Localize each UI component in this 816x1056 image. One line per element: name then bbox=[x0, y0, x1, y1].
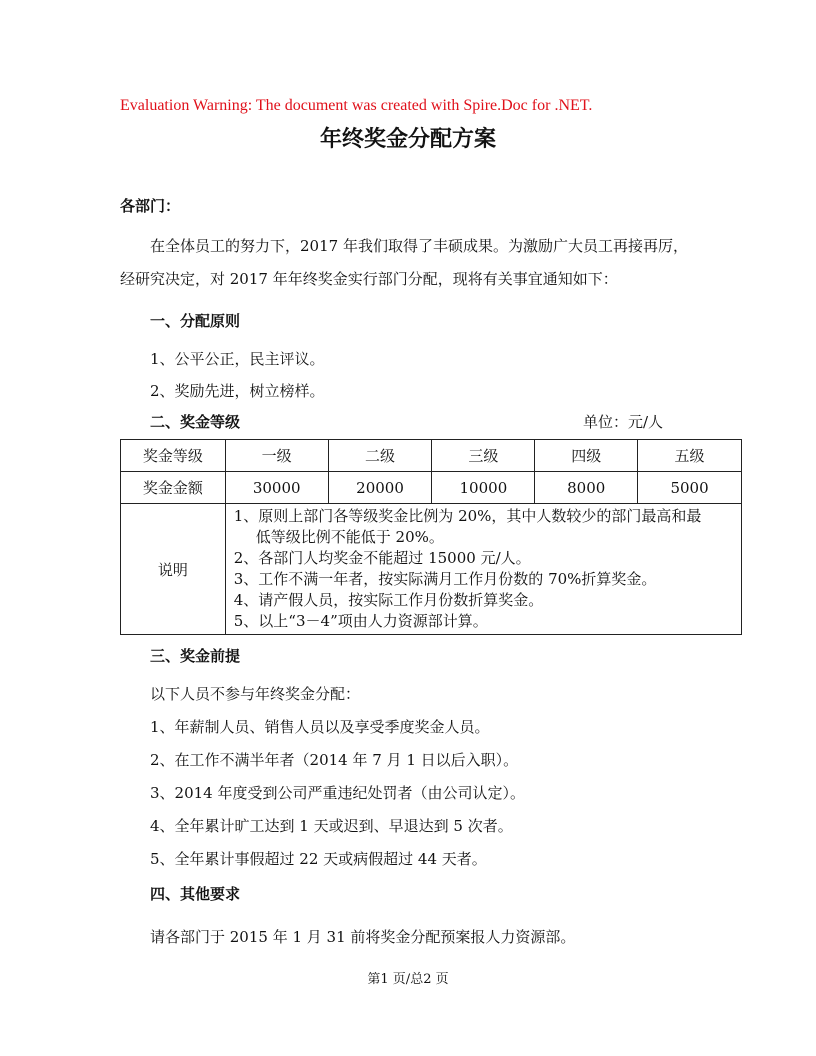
table-cell: 奖金金额 bbox=[121, 472, 226, 504]
section1-item: 2、奖励先进，树立榜样。 bbox=[150, 382, 325, 400]
notes-label: 说明 bbox=[121, 504, 226, 635]
intro-line-2: 经研究决定，对 2017 年年终奖金实行部门分配，现将有关事宜通知如下： bbox=[120, 270, 618, 288]
table-cell: 五级 bbox=[638, 440, 742, 472]
section1-heading: 一、分配原则 bbox=[150, 312, 241, 330]
table-cell: 四级 bbox=[535, 440, 638, 472]
note-line: 2、各部门人均奖金不能超过 15000 元/人。 bbox=[233, 549, 531, 567]
note-line: 3、工作不满一年者，按实际满月工作月份数的 70%折算奖金。 bbox=[233, 570, 657, 588]
table-row bbox=[121, 504, 742, 635]
section3-item: 2、在工作不满半年者（2014 年 7 月 1 日以后入职）。 bbox=[150, 751, 519, 769]
note-line: 5、以上“3－4”项由人力资源部计算。 bbox=[233, 612, 488, 630]
section4-heading: 四、其他要求 bbox=[150, 885, 241, 903]
section4-text: 请各部门于 2015 年 1 月 31 前将奖金分配预案报人力资源部。 bbox=[150, 928, 576, 946]
section1-item: 1、公平公正，民主评议。 bbox=[150, 350, 325, 368]
page-footer: 第1 页/总2 页 bbox=[367, 972, 449, 987]
bonus-table bbox=[120, 439, 742, 635]
salutation: 各部门： bbox=[120, 197, 181, 215]
section2-heading: 二、奖金等级 bbox=[150, 413, 241, 431]
section3-heading: 三、奖金前提 bbox=[150, 647, 241, 665]
note-line: 4、请产假人员，按实际工作月份数折算奖金。 bbox=[233, 591, 544, 609]
table-cell: 30000 bbox=[225, 472, 328, 504]
intro-line-1: 在全体员工的努力下，2017 年我们取得了丰硕成果。为激励广大员工再接再厉， bbox=[150, 237, 688, 255]
table-cell: 5000 bbox=[638, 472, 742, 504]
unit-label: 单位：元/人 bbox=[583, 413, 664, 431]
section3-item: 5、全年累计事假超过 22 天或病假超过 44 天者。 bbox=[150, 850, 487, 868]
section3-item: 1、年薪制人员、销售人员以及享受季度奖金人员。 bbox=[150, 718, 490, 736]
table-cell: 三级 bbox=[432, 440, 535, 472]
note-line: 1、原则上部门各等级奖金比例为 20%，其中人数较少的部门最高和最 bbox=[233, 507, 702, 525]
table-row bbox=[121, 440, 742, 472]
section3-item: 3、2014 年度受到公司严重违纪处罚者（由公司认定）。 bbox=[150, 784, 525, 802]
table-cell: 8000 bbox=[535, 472, 638, 504]
note-line: 低等级比例不能低于 20%。 bbox=[255, 528, 444, 546]
section3-item: 4、全年累计旷工达到 1 天或迟到、早退达到 5 次者。 bbox=[150, 817, 513, 835]
table-row bbox=[121, 472, 742, 504]
table-cell: 一级 bbox=[225, 440, 328, 472]
section3-lead: 以下人员不参与年终奖金分配： bbox=[150, 685, 361, 703]
table-cell: 奖金等级 bbox=[121, 440, 226, 472]
evaluation-warning: Evaluation Warning: The document was created with Spire.Doc for .NET. bbox=[120, 97, 593, 114]
table-cell: 20000 bbox=[328, 472, 432, 504]
document-title: 年终奖金分配方案 bbox=[319, 126, 496, 152]
table-cell: 二级 bbox=[328, 440, 432, 472]
notes-cell bbox=[225, 504, 741, 635]
table-cell: 10000 bbox=[432, 472, 535, 504]
